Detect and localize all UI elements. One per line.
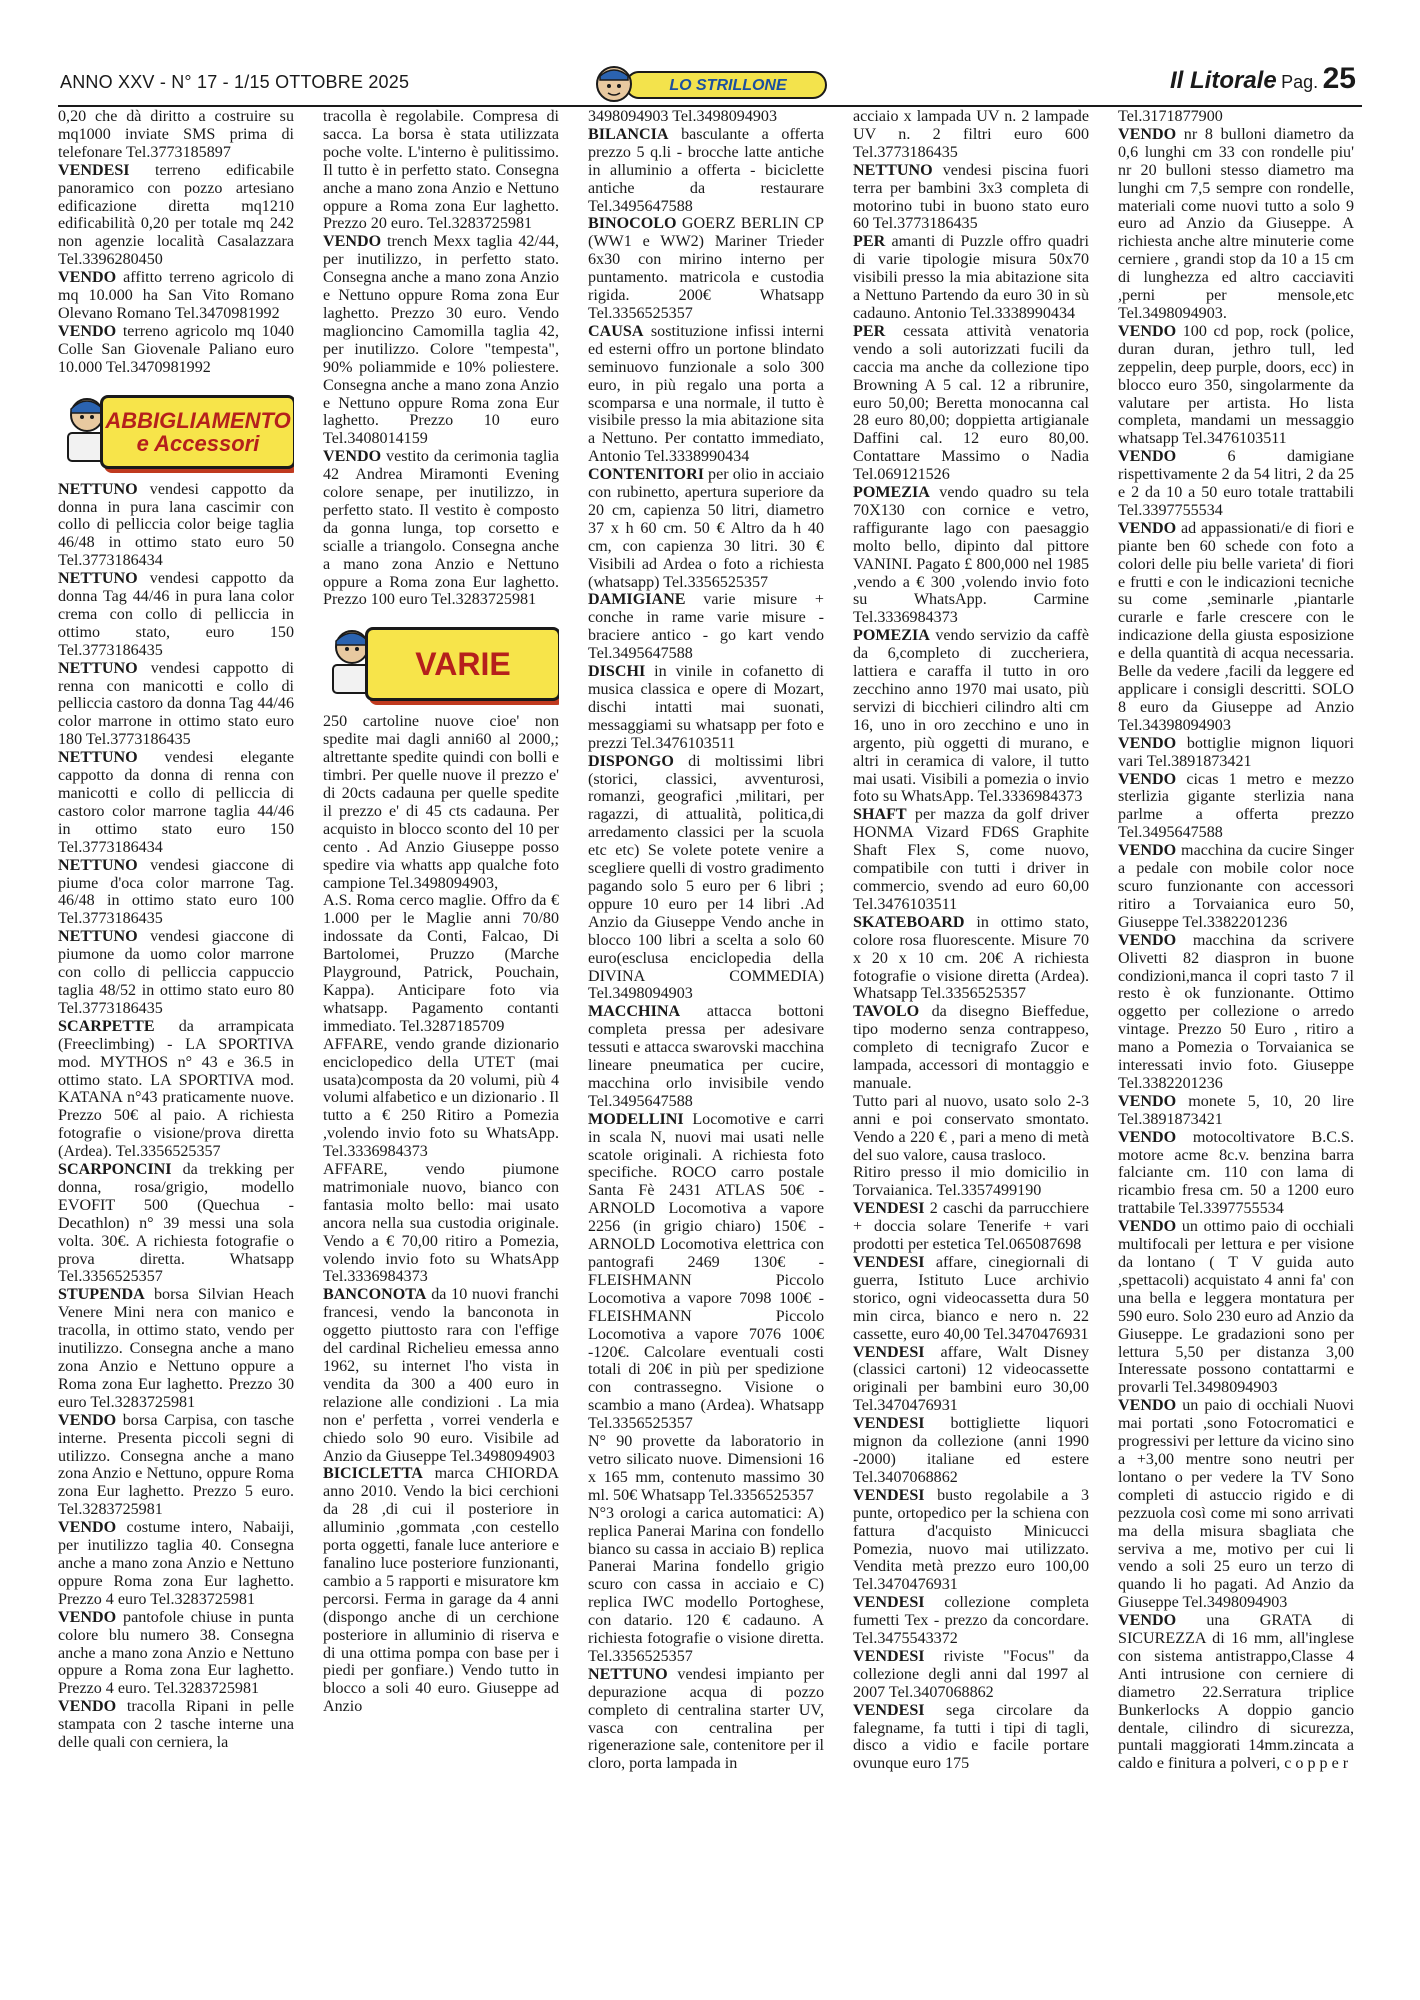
column-1 — [58, 108, 294, 1978]
classified-ad: NETTUNO vendesi piscina fuori terra per bambini 3x3 completa di motorino tubi in buono stato euro 60 Tel.3773186435 — [853, 161, 1089, 233]
classified-ad: VENDO cicas 1 metro e mezzo sterlizia gigante sterlizia nana parlme a offerta prezzo Tel.3495647588 — [1118, 770, 1354, 842]
classified-ad: tracolla è regolabile. Compresa di sacca. La borsa è stata utilizzata poche volte. L'interno è pulitissimo. Il tutto è in perfetto stato. Consegna anche a mano zona Anzio e Nettuno oppure a Roma zona Eur laghetto. Prezzo 20 euro. Tel.3283725981 — [323, 108, 559, 233]
page-header — [58, 62, 1362, 108]
column-2 — [323, 108, 559, 1978]
classified-ad: VENDO vestito da cerimonia taglia 42 Andrea Miramonti Evening colore senape, per inutilizzo, in perfetto stato. Il vestito è composto da gonna lunga, top corsetto e scialle a triangolo. Consegna anche a mano zona Anzio e Nettuno oppure a Roma zona Eur laghetto. Prezzo 100 euro Tel.3283725981 — [323, 448, 559, 609]
lo-strillone-logo — [588, 62, 836, 106]
classified-ad: BINOCOLO GOERZ BERLIN CP (WW1 e WW2) Mariner Trieder 6x30 con mirino interno per puntamento. matricola e custodia rigida. 200€ Whatsapp Tel.3356525357 — [588, 215, 824, 322]
classified-ad: BANCONOTA da 10 nuovi franchi francesi, vendo la banconota in oggetto piuttosto rara con l'effige del cardinal Richelieu emessa anno 1962, su internet l'ho vista in vendita da 300 a 400 euro in relazione alle condizioni . La mia non e' perfetta , vorrei venderla e chiedo solo 90 euro. Visibile ad Anzio da Giuseppe Tel.3498094903 — [323, 1286, 559, 1465]
classified-ad: PER amanti di Puzzle offro quadri di varie tipologie misura 50x70 visibili presso la mia abitazione sita a Nettuno Partendo da euro 30 in sù cadauno. Antonio Tel.3338990434 — [853, 233, 1089, 322]
classified-ad: VENDO borsa Carpisa, con tasche interne. Presenta piccoli segni di utilizzo. Consegna anche a mano zona Anzio e Nettuno, oppure Roma zona Eur laghetto. Prezzo 5 euro. Tel.3283725981 — [58, 1411, 294, 1519]
section-title-line-2: e Accessori — [136, 430, 260, 456]
classified-ad: VENDESI affare, cinegiornali di guerra, Istituto Luce archivio storico, ogni videocassetta dura 50 min circa, bianco e nero n. 22 cassette, euro 40,00 Tel.3470476931 — [853, 1254, 1089, 1343]
classified-ad: VENDO affitto terreno agricolo di mq 10.000 ha San Vito Romano Olevano Romano Tel.3470981992 — [58, 269, 294, 322]
classified-ad: VENDESI terreno edificabile panoramico con pozzo artesiano edificazione diretta mq1210 edificabilità 0,20 per totale mq 242 non agenzie località Casalazzara Tel.3396280450 — [58, 161, 294, 269]
section-title-line-1: ABBIGLIAMENTO — [105, 407, 291, 433]
column-4 — [853, 108, 1089, 1978]
classified-ad: A.S. Roma cerco maglie. Offro da € 1.000 per le Maglie anni 70/80 indossate da Conti, Falcao, Di Bartolomei, Pruzzo (Marche Playground, Patrick, Pouchain, Kappa). Anticipare foto via whatsapp. Pagamento contanti immediato. Tel.3287185709 — [323, 892, 559, 1035]
logo-text: LO STRILLONE — [669, 77, 787, 94]
classified-ad: POMEZIA vendo quadro su tela 70X130 con cornice e vetro, raffigurante lago con paesaggio molto bello, dipinto dal pittore VANINI. Pagato £ 800,000 nel 1985 ,vendo a € 300 ,volendo invio foto su WhatsApp. Carmine Tel.3336984373 — [853, 484, 1089, 627]
section-header-varie — [323, 623, 559, 701]
classified-ad: VENDO bottiglie mignon liquori vari Tel.3891873421 — [1118, 734, 1354, 770]
classified-ad: MACCHINA attacca bottoni completa pressa per adesivare tessuti e attacca swarovski macchina lineare pneumatica per cucire, macchina orlo invisibile vendo Tel.3495647588 — [588, 1003, 824, 1110]
classified-ad: AFFARE, vendo grande dizionario enciclopedico della UTET (mai usata)composta da 20 volumi, più 4 volumi alfabetico e un dizionario . Il tutto a € 250 Ritiro a Pomezia ,volendo invio foto su WhatsApp. Tel.3336984373 — [323, 1035, 559, 1161]
classified-ad: STUPENDA borsa Silvian Heach Venere Mini nera con manico e tracolla, in ottimo stato, vendo per inutilizzo. Consegna anche a mano zona Anzio e Nettuno oppure a Roma zona Eur laghetto. Prezzo 30 euro Tel.3283725981 — [58, 1286, 294, 1411]
classified-ad: VENDO costume intero, Nabaiji, per inutilizzo taglia 40. Consegna anche a mano zona Anzio e Nettuno oppure Roma zona Eur laghetto. Prezzo 4 euro Tel.3283725981 — [58, 1519, 294, 1608]
classified-ad: VENDO monete 5, 10, 20 lire Tel.3891873421 — [1118, 1092, 1354, 1128]
page-label — [1170, 62, 1356, 96]
classified-ad: NETTUNO vendesi cappotto di renna con manicotti e collo di pelliccia castoro da donna Tag 44/46 color marrone in ottimo stato euro 180 Tel.3773186435 — [58, 659, 294, 749]
classified-ad: AFFARE, vendo piumone matrimoniale nuovo, bianco con fantasia molto bello: mai usato ancora nella sua custodia originale. Vendo a € 70,00 ritiro a Pomezia, volendo invio foto su WhatsApp Tel.3336984373 — [323, 1161, 559, 1286]
classified-ad: NETTUNO vendesi elegante cappotto da donna di renna con manicotti e collo di pelliccia di castoro color marrone taglia 44/46 in ottimo stato euro 150 Tel.3773186434 — [58, 749, 294, 856]
classified-ad: POMEZIA vendo servizio da caffè da 6,completo di zuccheriera, lattiera e caraffa il tutto in oro zecchino anno 1970 mai usato, più servizi di bicchieri cilindro alti cm 16, uno in oro zecchino e uno in argento, più oggetti di murano, e altri in ceramica di valore, il tutto mai usati. Visibili a pomezia o invio foto su WhatsApp. Tel.3336984373 — [853, 627, 1089, 806]
classified-ad: VENDO motocoltivatore B.C.S. motore acme 8c.v. benzina barra falciante cm. 110 con lama di ricambio fresa cm. 50 a 1200 euro trattabile Tel.3397755534 — [1118, 1128, 1354, 1218]
classified-ad: VENDO macchina da scrivere Olivetti 82 diaspron in buone condizioni,manca il copri tasto 7 il resto è ok funzionante. Ottimo oggetto per collezione o arredo vintage. Prezzo 50 Euro , ritiro a mano a Pomezia o Torvaianica se interessati invio foto. Giuseppe Tel.3382201236 — [1118, 931, 1354, 1092]
page-word: Pag. — [1281, 72, 1319, 92]
classified-ad: VENDESI bottigliette liquori mignon da collezione (anni 1990 -2000) italiane ed estere Tel.3407068862 — [853, 1415, 1089, 1486]
classified-ad: Tutto pari al nuovo, usato solo 2-3 anni e poi conservato smontato. Vendo a 220 € , pari a meno di metà del suo valore, causa trasloco. — [853, 1092, 1089, 1164]
classified-ad: NETTUNO vendesi giaccone di piume d'oca color marrone Tag. 46/48 in ottimo stato euro 100 Tel.3773186435 — [58, 856, 294, 928]
classified-ad: VENDO tracolla Ripani in pelle stampata con 2 tasche interne una delle quali con cerniera, la — [58, 1698, 294, 1752]
classified-ad: DISCHI in vinile in cofanetto di musica classica e opere di Mozart, dischi intatti mai suonati, messaggiami su whatsapp per foto e prezzi Tel.3476103511 — [588, 663, 824, 752]
classified-ad: SCARPONCINI da trekking per donna, rosa/grigio, modello EVOFIT 500 (Quechua - Decathlon) n° 39 messi una sola volta. 30€. A richiesta fotografie o prova diretta. Whatsapp Tel.3356525357 — [58, 1161, 294, 1286]
classified-ad: VENDESI riviste "Focus" da collezione degli anni dal 1997 al 2007 Tel.3407068862 — [853, 1647, 1089, 1701]
classified-ad: DISPONGO di moltissimi libri (storici, classici, avventurosi, romanzi, geografici ,militari, per ragazzi, di attualità, politica,di arredamento classici per la scuola etc etc) Se volete potete venire a scegliere quelli di vostro gradimento pagando solo 5 euro per 6 libri ; oppure 10 euro per 14 libri .Ad Anzio da Giuseppe Vendo anche in blocco 100 libri a scelta a solo 60 euro(esclusa enciclopedia della DIVINA COMMEDIA) Tel.3498094903 — [588, 752, 824, 1003]
classified-ad: VENDESI 2 caschi da parrucchiere + doccia solare Tenerife + vari prodotti per estetica Tel.065087698 — [853, 1200, 1089, 1254]
classified-ad: VENDO un paio di occhiali Nuovi mai portati ,sono Fotocromatici e progressivi per letture da vicino sino a +3,00 mentre sono neutri per lontano o per vedere la TV Sono completi di astuccio rigido e di pezzuola così come mi sono arrivati ma della misura sbagliata che serviva a me, motivo per cui li vendo a soli 25 euro un terzo di quando li ho pagati. Ad Anzio da Giuseppe Tel.3498094903 — [1118, 1397, 1354, 1612]
classified-ad: VENDO trench Mexx taglia 42/44, per inutilizzo, in perfetto stato. Consegna anche a mano zona Anzio e Nettuno oppure Roma zona Eur laghetto. Prezzo 30 euro. Vendo maglioncino Camomilla taglia 42, per inutilizzo. Colore "tempesta", 90% poliammide e 10% poliestere. Consegna anche a mano zona Anzio e Nettuno oppure Roma zona Eur laghetto. Prezzo 10 euro Tel.3408014159 — [323, 233, 559, 448]
classified-ad: VENDESI sega circolare da falegname, fa tutti i tipi di tagli, disco a vidio e facile portare ovunque euro 175 — [853, 1701, 1089, 1773]
section-header-abbigliamento — [58, 391, 294, 469]
classified-ad: PER cessata attività venatoria vendo a soli autorizzati fucili da caccia ma anche da collezione tipo Browning A 5 cal. 12 a ribrunire, euro 50,00; Beretta monocanna cal 28 euro 80,00; doppietta artigianale Daffini cal. 12 euro 80,00. Contattare Massimo o Nadia Tel.069121526 — [853, 322, 1089, 484]
classified-ad: 0,20 che dà diritto a costruire su mq1000 inviate SMS prima di telefonare Tel.3773185897 — [58, 108, 294, 161]
classified-ad: N°3 orologi a carica automatici: A) replica Panerai Marina con fondello bianco su cassa in acciaio B) replica Panerai Marina fondello grigio scuro con cassa in acciaio e C) replica IWC modello Portoghese, con datario. 120 € cadauno. A richiesta fotografie o visione diretta. Tel.3356525357 — [588, 1504, 824, 1665]
classified-ad: NETTUNO vendesi giaccone di piumone da uomo color marrone con collo di pelliccia cappuccio taglia 48/52 in ottimo stato euro 80 Tel.3773186435 — [58, 928, 294, 1017]
classified-ad: acciaio x lampada UV n. 2 lampade UV n. 2 filtri euro 600 Tel.3773186435 — [853, 108, 1089, 161]
classified-ad: DAMIGIANE varie misure + conche in rame varie misure - braciere antico - go kart vendo Tel.3495647588 — [588, 591, 824, 663]
classified-ad: VENDESI busto regolabile a 3 punte, ortopedico per la schiena con fattura d'acquisto Minicucci Pomezia, nuovo mai utilizzato. Vendita metà prezzo euro 100,00 Tel.3470476931 — [853, 1486, 1089, 1594]
classified-ad: VENDO 100 cd pop, rock (police, duran duran, jethro tull, led zeppelin, deep purple, doors, ecc) in blocco euro 350, singolarmente da valutare per artista. Ho lista completa, mandami un messaggio whatsapp Tel.3476103511 — [1118, 322, 1354, 448]
classified-ad: SHAFT per mazza da golf driver HONMA Vizard FD6S Graphite Shaft Flex S, come nuovo, compatibile con tutti i driver in commercio, svendo ad euro 60,00 Tel.3476103511 — [853, 806, 1089, 913]
column-5 — [1118, 108, 1354, 1978]
classified-ad: SKATEBOARD in ottimo stato, colore rosa fluorescente. Misure 70 x 20 x 10 cm. 20€ A richiesta fotografie o visione diretta (Ardea). Whatsapp Tel.3356525357 — [853, 913, 1089, 1003]
classified-ad: VENDESI collezione completa fumetti Tex - prezzo da concordare. Tel.3475543372 — [853, 1594, 1089, 1648]
issue-line: ANNO XXV - N° 17 - 1/15 OTTOBRE 2025 — [60, 72, 410, 92]
classified-ad: SCARPETTE da arrampicata (Freeclimbing) - LA SPORTIVA mod. MYTHOS n° 43 e 36.5 in ottimo stato. LA SPORTIVA mod. KATANA n°43 praticamente nuove. Prezzo 50€ al paio. A richiesta fotografie o visione/prova diretta (Ardea). Tel.3356525357 — [58, 1017, 294, 1161]
header-rule — [58, 105, 1362, 107]
classified-ad: NETTUNO vendesi cappotto da donna Tag 44/46 in pura lana color crema con collo di pelliccia in ottimo stato, euro 150 Tel.3773186435 — [58, 570, 294, 659]
column-3 — [588, 108, 824, 1978]
classified-ad: MODELLINI Locomotive e carri in scala N, nuovi mai usati nelle scatole originali. A richiesta foto specifiche. ROCO carro postale Santa Fè 2431 ATLAS 50€ -ARNOLD Locomotiva a vapore 2256 (in grigio chiaro) 150€ -ARNOLD Locomotiva elettrica con pantografi 2469 130€ - FLEISHMANN Piccolo Locomotiva a vapore 7098 100€ - FLEISHMANN Piccolo Locomotiva a vapore 7076 100€ -120€. Calcolare eventuali costi totali di 20€ in più per spedizione con contrassegno. Visione o scambio a mano (Ardea). Whatsapp Tel.3356525357 — [588, 1110, 824, 1433]
classified-ad: Tel.3171877900 — [1118, 108, 1223, 125]
classified-ad: VENDESI affare, Walt Disney (classici cartoni) 12 videocassette originali per bambini euro 30,00 Tel.3470476931 — [853, 1343, 1089, 1415]
classified-ad: BICICLETTA marca CHIORDA anno 2010. Vendo la bici cerchioni da 28 ,di cui il posteriore in alluminio ,gommata ,con cestello porta oggetti, fanale luce anteriore e fanalino luce posteriore funzionanti, cambio a 5 rapporti e misuratore km percorsi. Ferma in garage da 4 anni (dispongo anche di un cerchione posteriore in alluminio di riserva e di una ottima pompa con base per i piedi per gonfiare.) Vendo tutto in blocco a soli 40 euro. Giuseppe ad Anzio — [323, 1465, 559, 1716]
classified-ad: CONTENITORI per olio in acciaio con rubinetto, apertura superiore da 20 cm, capienza 50 litri, diametro 37 x h 60 cm. 50 € Altro da h 40 cm, con capienza 30 litri. 30 € Visibili ad Ardea o foto a richiesta (whatsapp) Tel.3356525357 — [588, 466, 824, 591]
classified-ad: CAUSA sostituzione infissi interni ed esterni offro un portone blindato seminuovo funzionale a solo 300 euro, in più regalo una porta a scomparsa e una normale, il tutto è visibile presso la mia abitazione sita a Nettuno. Per contatto immediato, Antonio Tel.3338990434 — [588, 322, 824, 466]
classified-ad: VENDO ad appassionati/e di fiori e piante ben 60 schede con foto a colori delle piu belle varieta' di fiori e frutti e con le indicazioni tecniche su come ,seminarle ,piantarle curarle e farle crescere con le indicazione della giusta esposizione e della quantità di acqua necessaria. Belle da vedere ,facili da leggere ed applicare i consigli descritti. SOLO 8 euro da Giuseppe ad Anzio Tel.34398094903 — [1118, 519, 1354, 734]
classified-ad: NETTUNO vendesi cappotto da donna in pura lana cascimir con collo di pelliccia color beige taglia 46/48 in ottimo stato euro 50 Tel.3773186434 — [58, 480, 294, 570]
section-title — [365, 627, 559, 701]
classified-ad: TAVOLO da disegno Bieffedue, tipo moderno senza contrappeso, completo di tecnigrafo Zucor e lampada, accessori di montaggio e manuale. — [853, 1003, 1089, 1092]
classified-ad: 250 cartoline nuove cioe' non spedite mai dagli anni60 al 2000,; altrettante spedite quindi con bolli e timbri. Per quelle nuove il prezzo e' di 20cts cadauna per quelle spedite il prezzo e' di 45 cts cadauna. Per acquisto in blocco sconto del 10 per cento . Ad Anzio Giuseppe posso spedire via whatts app qualche foto campione Tel.3498094903, — [323, 713, 559, 892]
classified-ad: VENDO pantofole chiuse in punta colore blu numero 38. Consegna anche a mano zona Anzio e Nettuno oppure a Roma zona Eur laghetto. Prezzo 4 euro. Tel.3283725981 — [58, 1608, 294, 1698]
classified-ad: VENDO un ottimo paio di occhiali multifocali per lettura e per visione da lontano ( T V guida auto ,spettacoli) acquistato 4 anni fa' con una bella e leggera montatura per 590 euro. Solo 230 euro ad Anzio da Giuseppe. Le gradazioni sono per lettura 5,50 per distanza 3,00 Interessate possono contattarmi e provarli Tel.3498094903 — [1118, 1218, 1354, 1397]
classified-ad: N° 90 provette da laboratorio in vetro silicato nuove. Dimensioni 16 x 165 mm, contenuto massimo 30 ml. 50€ Whatsapp Tel.3356525357 — [588, 1433, 824, 1504]
section-title — [100, 395, 294, 469]
page-number: 25 — [1322, 62, 1356, 95]
classified-ad: NETTUNO vendesi impianto per depurazione acqua di pozzo completo di centralina starter UV, vasca con centralina per rigenerazione sale, contenitore per il cloro, porta lampada in — [588, 1665, 824, 1773]
section-title-line-1: VARIE — [415, 645, 511, 682]
classified-ad: VENDO macchina da cucire Singer a pedale con mobile color noce scuro funzionante con accessori ritiro a Torvaianica euro 50, Giuseppe Tel.3382201236 — [1118, 842, 1354, 931]
classified-ad: VENDO una GRATA di SICUREZZA di 16 mm, all'inglese con sistema antistrappo,Classe 4 Anti intrusione con cerniere di diametro 22.Serratura triplice Bunkerlocks A doppio gancio dentale, cilindro di sicurezza, puntali maggiorati 14mm.zincata a caldo e finitura a polveri, c o p p e r — [1118, 1612, 1354, 1773]
classified-ad: VENDO terreno agricolo mq 1040 Colle San Giovenale Paliano euro 10.000 Tel.3470981992 — [58, 322, 294, 376]
classified-ad: Ritiro presso il mio domicilio in Torvaianica. Tel.3357499190 — [853, 1164, 1089, 1200]
classified-ad: VENDO nr 8 bulloni diametro da 0,6 lunghi cm 33 con rondelle piu' nr 20 bulloni stesso diametro ma lunghi cm 7,5 sempre con rondelle, materiali come nuovi tutto a solo 9 euro ad Anzio da Giuseppe. A richiesta anche altre minuterie come cerniere , grandi stop da 10 a 15 cm di lunghezza ed altro cacciaviti ,perni per mensole,etc Tel.3498094903. — [1118, 125, 1354, 322]
classified-ad: VENDO 6 damigiane rispettivamente 2 da 54 litri, 2 da 25 e 2 da 10 a 50 euro totale trattabili Tel.3397755534 — [1118, 448, 1354, 519]
classified-ad: 3498094903 Tel.3498094903 — [588, 108, 778, 125]
classified-ad: BILANCIA basculante a offerta prezzo 5 q.li - brocche latte antiche in alluminio a offerta - biciclette antiche da restaurare Tel.3495647588 — [588, 125, 824, 215]
publication-name: Il Litorale — [1170, 67, 1277, 94]
